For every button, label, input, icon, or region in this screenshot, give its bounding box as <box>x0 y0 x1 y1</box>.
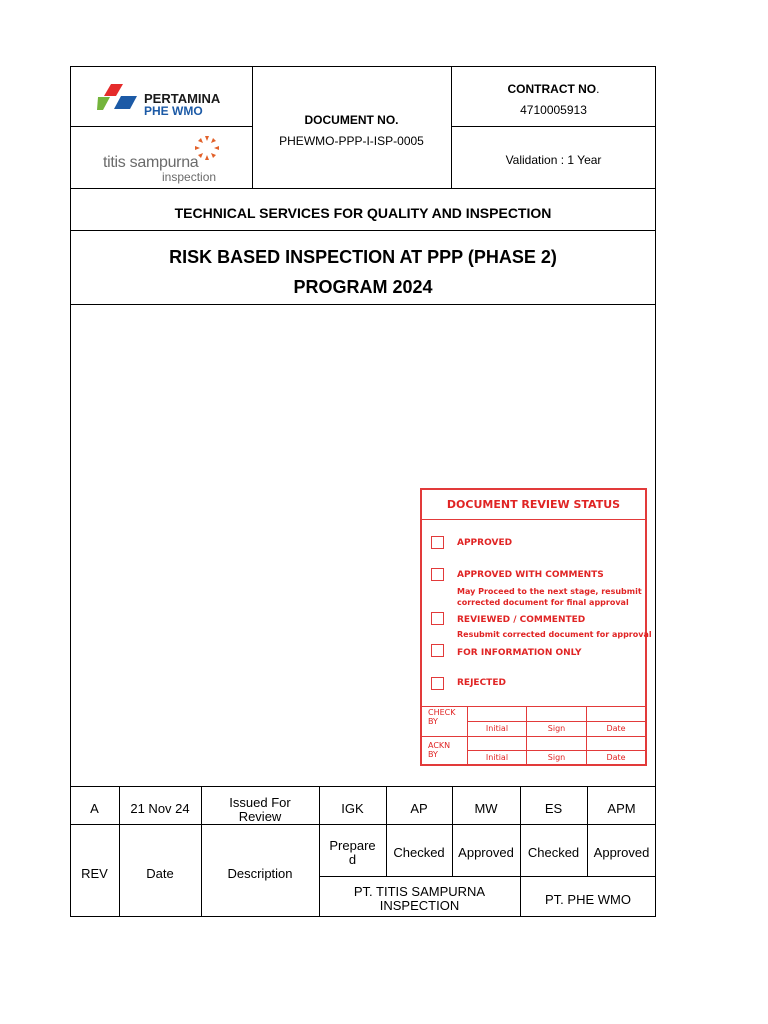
for-information-only-label: FOR INFORMATION ONLY <box>457 648 582 658</box>
revision-client-checked-by: ES <box>544 801 563 816</box>
for-information-only-checkbox[interactable] <box>431 644 444 657</box>
header-bottom-line <box>70 188 656 189</box>
subtitle: TECHNICAL SERVICES FOR QUALITY AND INSPECTION <box>174 205 552 221</box>
rejected-label: REJECTED <box>457 678 506 688</box>
pertamina-subwordmark: PHE WMO <box>144 104 203 118</box>
reviewed-commented-checkbox[interactable] <box>431 612 444 625</box>
document-no-label: DOCUMENT NO. <box>304 113 399 127</box>
approved-label: APPROVED <box>457 538 513 548</box>
signature-row-line <box>319 876 656 877</box>
revision-description-line2: Review <box>238 809 282 824</box>
contract-no-label <box>451 82 656 96</box>
pertamina-wordmark: PERTAMINA <box>144 91 221 106</box>
check-date-label: Date <box>606 724 626 733</box>
revision-description-line1: Issued For <box>229 795 291 810</box>
titis-subwordmark: inspection <box>162 170 217 184</box>
contract-no-label-dot: . <box>596 82 600 96</box>
document-review-status-stamp <box>420 488 652 766</box>
pertamina-logo <box>97 83 237 117</box>
approved-checkbox[interactable] <box>431 536 444 549</box>
contractor-name-line1: PT. TITIS SAMPURNA <box>353 884 486 899</box>
client-name: PT. PHE WMO <box>545 892 631 907</box>
description-column-label: Description <box>227 866 293 881</box>
rejected-checkbox[interactable] <box>431 677 444 690</box>
contractor-name-line2: INSPECTION <box>379 898 460 913</box>
revision-prepared-by: IGK <box>341 801 364 816</box>
check-sign-label: Sign <box>547 724 566 733</box>
prepared-label-line2: d <box>348 852 357 867</box>
approved-with-comments-checkbox[interactable] <box>431 568 444 581</box>
stamp-grid-row2-mid <box>467 750 645 751</box>
checked-label: Checked <box>393 845 445 860</box>
title-bottom-line <box>70 304 656 305</box>
reviewed-commented-note: Resubmit corrected document for approval <box>457 630 652 639</box>
contract-no-label-text: CONTRACT NO <box>507 82 597 96</box>
validation-text: Validation : 1 Year <box>505 153 602 167</box>
approved-with-comments-note1: May Proceed to the next stage, resubmit <box>457 587 642 596</box>
revision-top-line <box>70 786 656 787</box>
stamp-grid-top <box>422 706 645 707</box>
check-initial-label: Initial <box>485 724 509 733</box>
col-line-prepared <box>386 786 387 876</box>
ackn-initial-label: Initial <box>485 753 509 762</box>
col-line-client-checked <box>587 786 588 876</box>
document-title-line2: PROGRAM 2024 <box>293 277 433 297</box>
prepared-label-line1: Prepare <box>329 838 376 853</box>
check-by-label-2: BY <box>428 717 438 726</box>
client-approved-label: Approved <box>593 845 650 860</box>
date-column-label: Date <box>146 866 174 881</box>
approved-with-comments-note2: corrected document for final approval <box>457 598 629 607</box>
contract-no-value: 4710005913 <box>520 103 587 117</box>
logo-divider <box>70 126 252 127</box>
check-by-label-1: CHECK <box>428 708 456 717</box>
stamp-grid-row1-mid <box>467 721 645 722</box>
approved-label: Approved <box>458 845 514 860</box>
titis-sampurna-logo <box>103 135 228 187</box>
rev-column-label: REV <box>81 866 108 881</box>
document-title-line1: RISK BASED INSPECTION AT PPP (PHASE 2) <box>169 247 557 267</box>
col-line-checked <box>452 786 453 876</box>
revision-date: 21 Nov 24 <box>130 801 190 816</box>
revision-checked-by: AP <box>410 801 428 816</box>
header-divider-1 <box>252 66 253 188</box>
revision-approved-by: MW <box>474 801 498 816</box>
ackn-sign-label: Sign <box>547 753 566 762</box>
ackn-by-label-2: BY <box>428 750 438 759</box>
revision-rev: A <box>90 801 99 816</box>
subtitle-bottom-line <box>70 230 656 231</box>
stamp-title: DOCUMENT REVIEW STATUS <box>446 498 621 511</box>
reviewed-commented-label: REVIEWED / COMMENTED <box>457 615 586 625</box>
revision-client-approved-by: APM <box>607 801 636 816</box>
revision-row-line <box>70 824 656 825</box>
contract-divider <box>451 126 656 127</box>
stamp-title-line <box>422 519 645 520</box>
document-no-value: PHEWMO-PPP-I-ISP-0005 <box>279 134 424 148</box>
client-checked-label: Checked <box>527 845 580 860</box>
ackn-date-label: Date <box>606 753 626 762</box>
ackn-by-label-1: ACKN <box>428 741 451 750</box>
pertamina-logo-icon <box>97 83 139 113</box>
stamp-grid-row-sep <box>422 736 645 737</box>
titis-wordmark: titis sampurna <box>103 154 199 171</box>
approved-with-comments-label: APPROVED WITH COMMENTS <box>457 570 604 580</box>
